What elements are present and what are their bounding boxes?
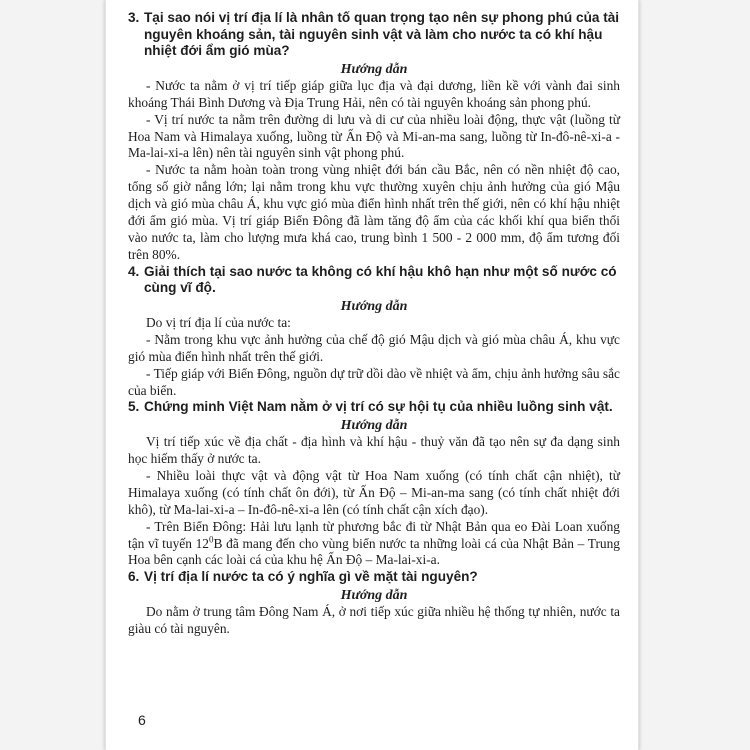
- question-number: 6.: [128, 569, 140, 585]
- guide-label: Hướng dẫn: [340, 418, 408, 434]
- guide-label: Hướng dẫn: [340, 298, 408, 314]
- question-number: 3.: [128, 10, 140, 25]
- answer-paragraph: - Nước ta nằm hoàn toàn trong vùng nhiệt đới bán cầu Bắc, nên có nền nhiệt độ cao, tổng số giờ nắng lớn; lại nằm trong khu vực thường xuyên chịu ảnh hưởng của gió Mậu dịch và gió mùa châu Á, khu vực gió mùa điển hình nhất trên thế giới, nên có khí hậu nhiệt đới ẩm gió mùa. Vị trí giáp Biển Đông đã làm tăng độ ẩm của các khối khí qua biển thổi vào nước ta, làm cho lượng mưa khá cao, trung bình 1 500 - 2 000 mm, độ ẩm tương đối trên 80%.: [128, 162, 620, 262]
- question-4-heading: [128, 264, 620, 297]
- page-content: [128, 10, 620, 638]
- guide-label: Hướng dẫn: [340, 587, 408, 603]
- degree-superscript: 0: [209, 534, 214, 545]
- answer-text: - Trên Biển Đông: Hải lưu lạnh từ phương bắc đi từ Nhật Bản qua eo Đài Loan xuống tận vĩ tuyến 12: [128, 518, 620, 551]
- answer-text: B đã mang đến cho vùng biển nước ta những loài cá của Nhật Bản – Trung Hoa bên cạnh các loài cá của khu hệ Ấn Độ – Ma-lai-xi-a.: [128, 535, 621, 568]
- answer-paragraph: - Nhiều loài thực vật và động vật từ Hoa Nam xuống (có tính chất cận nhiệt), từ Himalaya xuống (có tính chất ôn đới), từ Ấn Độ – Mi-an-ma sang (có tính chất nhiệt đới khô), từ Ma-lai-xi-a – In-đô-nê-xi-a lên (có tính chất cận xích đạo).: [128, 467, 620, 517]
- answer-paragraph: [128, 519, 620, 570]
- guide-label: Hướng dẫn: [340, 61, 408, 77]
- question-number: 5.: [128, 399, 140, 415]
- answer-paragraph: - Nằm trong khu vực ảnh hưởng của chế độ gió Mậu dịch và gió mùa châu Á, khu vực gió mùa điển hình nhất trên thế giới.: [128, 331, 620, 364]
- answer-paragraph: Do nằm ở trung tâm Đông Nam Á, ở nơi tiếp xúc giữa nhiều hệ thống tự nhiên, nước ta giàu có tài nguyên.: [128, 603, 620, 636]
- question-6-heading: [128, 569, 620, 586]
- question-3-heading: [128, 10, 620, 60]
- answer-paragraph: - Vị trí nước ta nằm trên đường di lưu và di cư của nhiều loài động, thực vật (luồng từ Hoa Nam và Himalaya xuống, luồng từ Ấn Độ và Mi-an-ma sang, luồng từ In-đô-nê-xi-a - Ma-lai-xi-a lên) nên tài nguyên sinh vật phong phú.: [128, 111, 620, 161]
- question-text: Tại sao nói vị trí địa lí là nhân tố quan trọng tạo nên sự phong phú của tài nguyên khoáng sản, tài nguyên sinh vật và làm cho nước ta có khí hậu nhiệt đới ẩm gió mùa?: [144, 10, 620, 59]
- question-5-heading: [128, 399, 620, 416]
- question-number: 4.: [128, 263, 140, 279]
- question-text: Chứng minh Việt Nam nằm ở vị trí có sự hội tụ của nhiều luồng sinh vật.: [144, 399, 613, 415]
- answer-paragraph: - Tiếp giáp với Biển Đông, nguồn dự trữ dồi dào về nhiệt và ẩm, chịu ảnh hưởng sâu sắc của biển.: [128, 365, 620, 398]
- document-page: [106, 0, 638, 750]
- answer-paragraph: - Nước ta nằm ở vị trí tiếp giáp giữa lục địa và đại dương, liền kề với vành đai sinh khoáng Thái Bình Dương và Địa Trung Hải, nên có tài nguyên khoáng sản phong phú.: [128, 77, 620, 110]
- answer-paragraph: Vị trí tiếp xúc về địa chất - địa hình và khí hậu - thuỷ văn đã tạo nên sự đa dạng sinh học hiếm thấy ở nước ta.: [128, 434, 620, 466]
- page-number: 6: [138, 712, 146, 728]
- question-text: Vị trí địa lí nước ta có ý nghĩa gì về mặt tài nguyên?: [144, 569, 478, 585]
- question-text: Giải thích tại sao nước ta không có khí hậu khô hạn như một số nước có cùng vĩ độ.: [144, 263, 617, 296]
- answer-paragraph: Do vị trí địa lí của nước ta:: [146, 314, 291, 330]
